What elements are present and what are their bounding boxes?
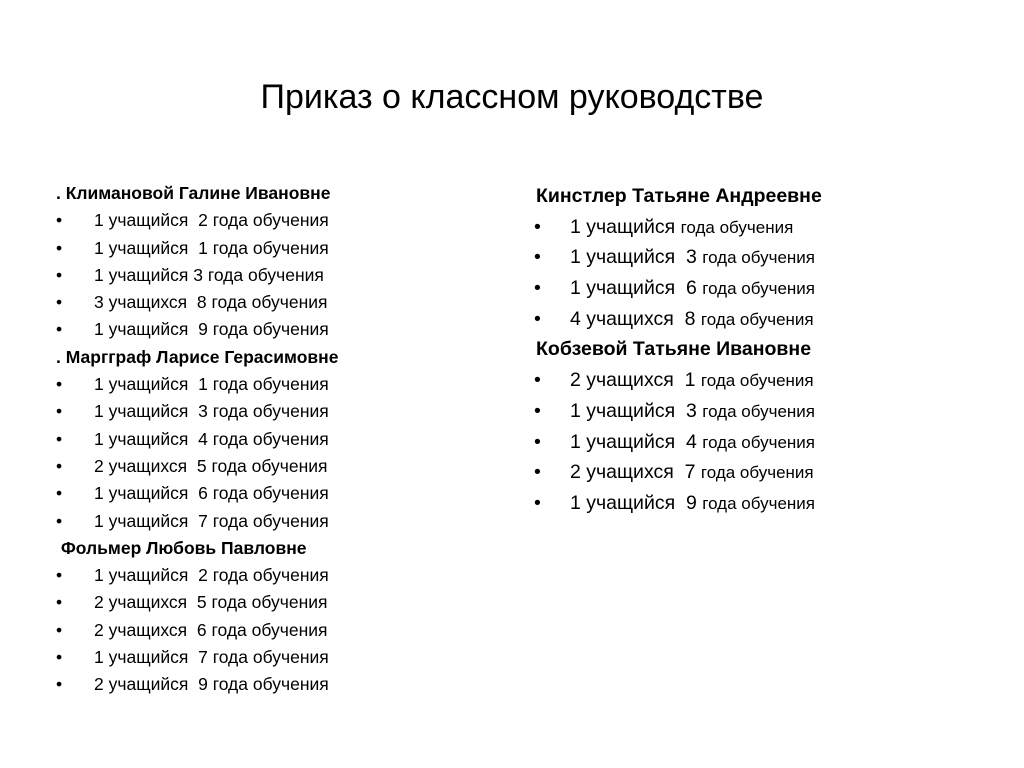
list-item — [56, 562, 476, 589]
list-item — [528, 304, 968, 335]
bullet-icon: • — [56, 210, 63, 231]
list-item-text — [570, 242, 815, 274]
bullet-icon: • — [534, 307, 541, 330]
bullet-icon: • — [534, 461, 541, 484]
list-item-count: 4 учащихся 8 — [570, 307, 701, 330]
list-item-count: 2 учащихся 7 — [570, 461, 701, 484]
bullet-icon: • — [56, 455, 63, 476]
list-item-text — [570, 304, 814, 336]
list-item-text — [570, 427, 815, 459]
teacher-heading-folmer: Фольмер Любовь Павловне — [56, 537, 307, 558]
list-item-count: 1 учащийся 3 — [570, 399, 703, 422]
bullet-icon: • — [56, 592, 63, 613]
list-item-text — [570, 396, 815, 428]
bullet-icon: • — [534, 399, 541, 422]
bullet-icon: • — [534, 430, 541, 453]
list-item — [528, 365, 968, 396]
bullet-icon: • — [56, 619, 63, 640]
list-item-suffix: года обучения — [700, 463, 814, 483]
bullet-icon: • — [56, 319, 63, 340]
list-item — [528, 242, 968, 273]
bullet-icon: • — [56, 510, 63, 531]
list-item-count: 1 учащийся 4 — [570, 430, 703, 453]
list-item — [528, 427, 968, 458]
list-item-suffix: года обучения — [702, 248, 815, 268]
bullet-icon: • — [56, 401, 63, 422]
list-item — [56, 426, 476, 453]
bullet-icon: • — [56, 374, 63, 395]
list-item-text: 1 учащийся 7 года обучения — [94, 647, 329, 668]
list-item-suffix: года обучения — [700, 309, 814, 329]
bullet-icon: • — [534, 277, 541, 300]
bullet-icon: • — [56, 674, 63, 695]
list-item-text: 1 учащийся 4 года обучения — [94, 428, 329, 449]
bullet-icon: • — [56, 565, 63, 586]
list-item-text — [570, 273, 815, 305]
list-item-count: 1 учащийся — [570, 215, 681, 238]
list-item-text: 2 учащийся 9 года обучения — [94, 674, 329, 695]
list-item-text — [570, 365, 814, 397]
list-item-suffix: года обучения — [702, 401, 815, 421]
bullet-icon: • — [56, 483, 63, 504]
list-item — [56, 235, 476, 262]
list-item — [528, 273, 968, 304]
list-item-text: 2 учащихся 5 года обучения — [94, 592, 328, 613]
list-item-suffix: года обучения — [700, 371, 814, 391]
list-item-text: 3 учащихся 8 года обучения — [94, 292, 328, 313]
list-item — [56, 207, 476, 234]
list-item-text: 1 учащийся 1 года обучения — [94, 374, 329, 395]
list-item-text: 1 учащийся 3 года обучения — [94, 401, 329, 422]
bullet-icon: • — [534, 215, 541, 238]
list-item-suffix: года обучения — [702, 279, 815, 299]
right-column — [528, 181, 968, 519]
teacher-heading-kobzeva: Кобзевой Татьяне Ивановне — [536, 338, 812, 361]
list-item — [56, 289, 476, 316]
list-item-count: 1 учащийся 9 — [570, 491, 703, 514]
list-item — [56, 589, 476, 616]
list-item-text — [570, 212, 793, 244]
list-item-text: 1 учащийся 7 года обучения — [94, 510, 329, 531]
list-item — [528, 396, 968, 427]
list-item-count: 1 учащийся 3 — [570, 246, 703, 269]
bullet-icon: • — [56, 237, 63, 258]
list-item — [56, 508, 476, 535]
list-item-suffix: года обучения — [702, 432, 815, 452]
teacher-heading-marggraf: . Маргграф Ларисе Герасимовне — [56, 346, 339, 367]
list-item-text: 2 учащихся 6 года обучения — [94, 619, 328, 640]
list-item — [56, 371, 476, 398]
bullet-icon: • — [534, 246, 541, 269]
slide-title: Приказ о классном руководстве — [260, 78, 764, 116]
list-item-text: 1 учащийся 9 года обучения — [94, 319, 329, 340]
list-item — [528, 212, 968, 243]
list-item-text — [570, 457, 814, 489]
list-item-text: 1 учащийся 1 года обучения — [94, 237, 329, 258]
list-item-text — [570, 488, 815, 520]
list-item-count: 2 учащихся 1 — [570, 369, 701, 392]
list-item — [56, 671, 476, 698]
list-item — [56, 453, 476, 480]
list-item-text: 1 учащийся 2 года обучения — [94, 565, 329, 586]
list-item — [528, 488, 968, 519]
list-item — [56, 398, 476, 425]
list-item-text: 2 учащихся 5 года обучения — [94, 455, 328, 476]
list-item — [56, 617, 476, 644]
teacher-heading-klimanova: . Климановой Галине Ивановне — [56, 183, 331, 203]
list-item-suffix: года обучения — [680, 217, 794, 237]
list-item-text: 1 учащийся 6 года обучения — [94, 483, 329, 504]
bullet-icon: • — [534, 491, 541, 514]
list-item — [56, 644, 476, 671]
list-item-text: 1 учащийся 2 года обучения — [94, 210, 329, 231]
list-item-suffix: года обучения — [702, 493, 815, 513]
bullet-icon: • — [56, 428, 63, 449]
list-item — [56, 262, 476, 289]
list-item — [528, 457, 968, 488]
bullet-icon: • — [56, 647, 63, 668]
list-item — [56, 480, 476, 507]
list-item-text: 1 учащийся 3 года обучения — [94, 264, 324, 285]
bullet-icon: • — [56, 264, 63, 285]
teacher-heading-kinstler: Кинстлер Татьяне Андреевне — [536, 185, 822, 207]
bullet-icon: • — [56, 292, 63, 313]
list-item-count: 1 учащийся 6 — [570, 277, 703, 300]
left-column — [56, 180, 476, 699]
bullet-icon: • — [534, 369, 541, 392]
list-item — [56, 316, 476, 343]
